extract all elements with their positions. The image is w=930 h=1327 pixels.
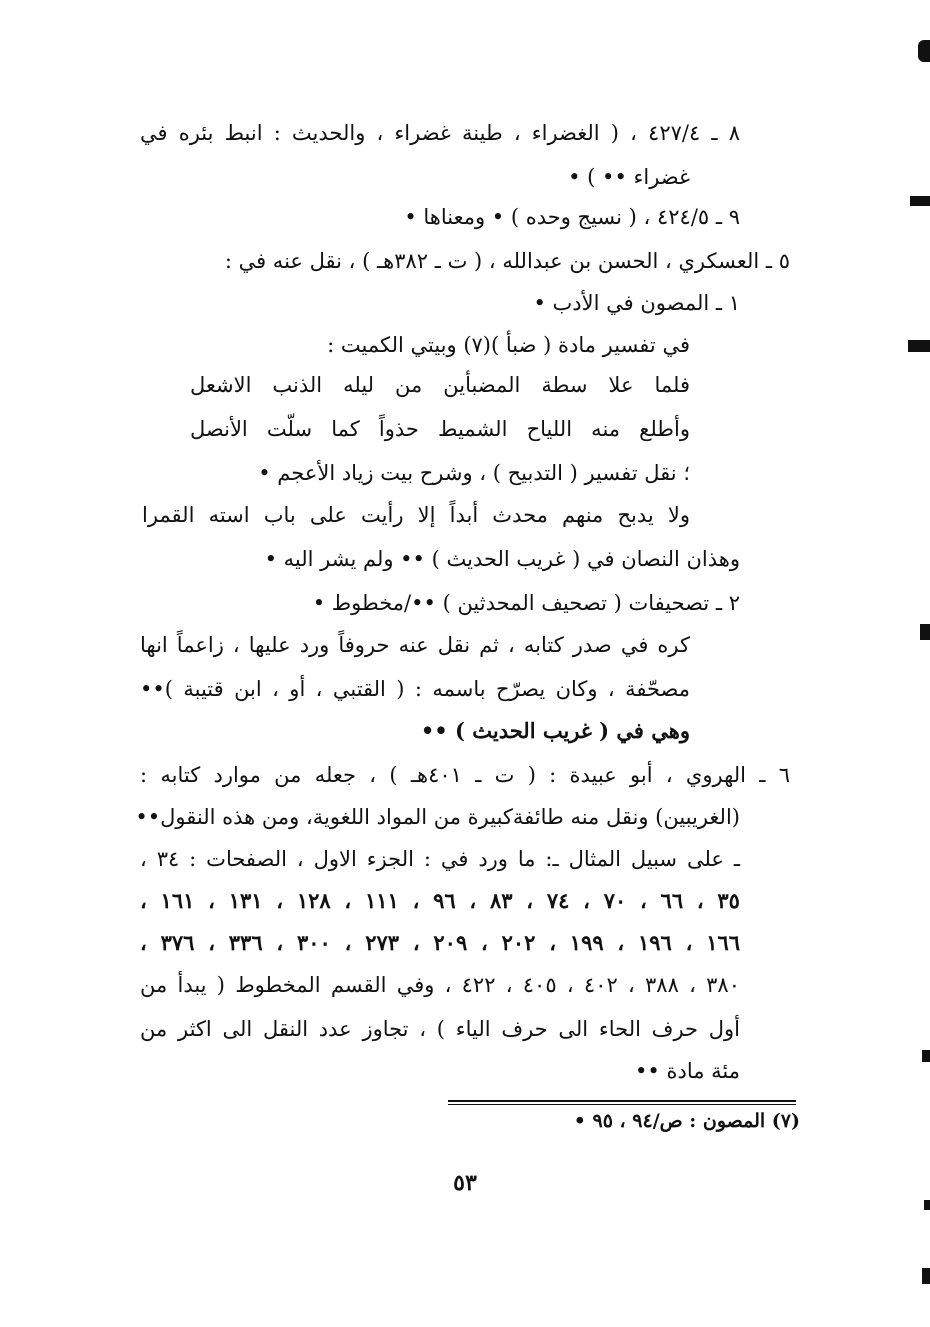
scan-edge-mark [920,624,930,640]
page-number: ٥٣ [453,1170,477,1196]
verse-line-2: وأطلع منه اللياح الشميط حذواً كما سلّت الأنصل [190,417,690,441]
entry-5-book-2-text-3: وهي في ( غريب الحديث ) •• [420,718,690,743]
scan-edge-mark [908,340,930,352]
footnote-7: (٧) المصون : ص/٩٤ ، ٩٥ • [573,1110,800,1132]
footnote-divider-thin [448,1104,796,1105]
text-line-item-8-cont: غضراء •• ) • [568,165,690,189]
text-line-item-8: ٨ ـ ٤٢٧/٤ ، ( الغضراء ، طينة غضراء ، والحديث : انبط بئره في [140,121,740,145]
entry-5-text-2: وهذان النصان في ( غريب الحديث ) •• ولم يشر اليه • [264,547,740,571]
entry-6-pages-2: ١٦٦ ، ١٩٦ ، ١٩٩ ، ٢٠٢ ، ٢٠٩ ، ٢٧٣ ، ٣٠٠ ، ٣٣٦ ، ٣٧٦ ، [140,930,741,955]
scan-edge-mark [924,1200,930,1210]
entry-5-text: في تفسير مادة ( ضبأ )(٧) وبيتي الكميت : [327,333,690,357]
entry-5-book-2-text-1: كره في صدر كتابه ، ثم نقل عنه حروفاً ورد عليها ، زاعماً انها [140,633,690,657]
entry-6-text-4: مئة مادة •• [635,1059,740,1083]
scan-edge-mark [910,196,930,206]
entry-6-text-2: ـ على سبيل المثال ـ: ما ورد في : الجزء الاول ، الصفحات : ٣٤ ، [140,847,740,871]
entry-6-heading: ٦ ـ الهروي ، أبو عبيدة : ( ت ـ ٤٠١هـ ) ، جعله من موارد كتابه : [140,763,790,787]
entry-6-pages-3: ٣٨٠ ، ٣٨٨ ، ٤٠٢ ، ٤٠٥ ، ٤٢٢ ، وفي القسم المخطوط ( يبدأ من [140,973,740,997]
entry-5-book-2-text-2: مصحّفة ، وكان يصرّح باسمه : ( القتبي ، أو ، ابن قتيبة )•• [140,677,690,701]
entry-6-text-3: أول حرف الحاء الى حرف الياء ) ، تجاوز عدد النقل الى اكثر من [140,1017,740,1041]
entry-6-text-1: (الغريبين) ونقل منه طائفةكبيرة من المواد اللغوية، ومن هذه النقول•• [135,805,740,829]
entry-5-heading: ٥ ـ العسكري ، الحسن بن عبدالله ، ( ت ـ ٣٨٢هـ ) ، نقل عنه في : [224,249,790,273]
entry-6-pages-1: ٣٥ ، ٦٦ ، ٧٠ ، ٧٤ ، ٨٣ ، ٩٦ ، ١١١ ، ١٢٨ ، ١٣١ ، ١٦١ ، [140,888,740,913]
scan-edge-mark [918,40,930,62]
entry-5-note: ؛ نقل تفسير ( التدبيح ) ، وشرح بيت زياد الأعجم • [258,461,690,485]
scan-edge-mark [922,1050,930,1062]
verse-line-1: فلما علا سطة المضبأين من ليله الذنب الاشعل [190,373,690,397]
entry-5-book-2: ٢ ـ تصحيفات ( تصحيف المحدثين ) ••/مخطوط • [312,591,740,615]
entry-5-book-1: ١ ـ المصون في الأدب • [533,291,740,315]
scan-edge-mark [922,1268,930,1284]
verse-line-3: ولا يدبح منهم محدث أبداً إلا رأيت على باب استه القمرا [142,503,690,527]
footnote-divider [448,1100,796,1102]
text-line-item-9: ٩ ـ ٤٢٤/٥ ، ( نسيج وحده ) • ومعناها • [404,205,740,229]
